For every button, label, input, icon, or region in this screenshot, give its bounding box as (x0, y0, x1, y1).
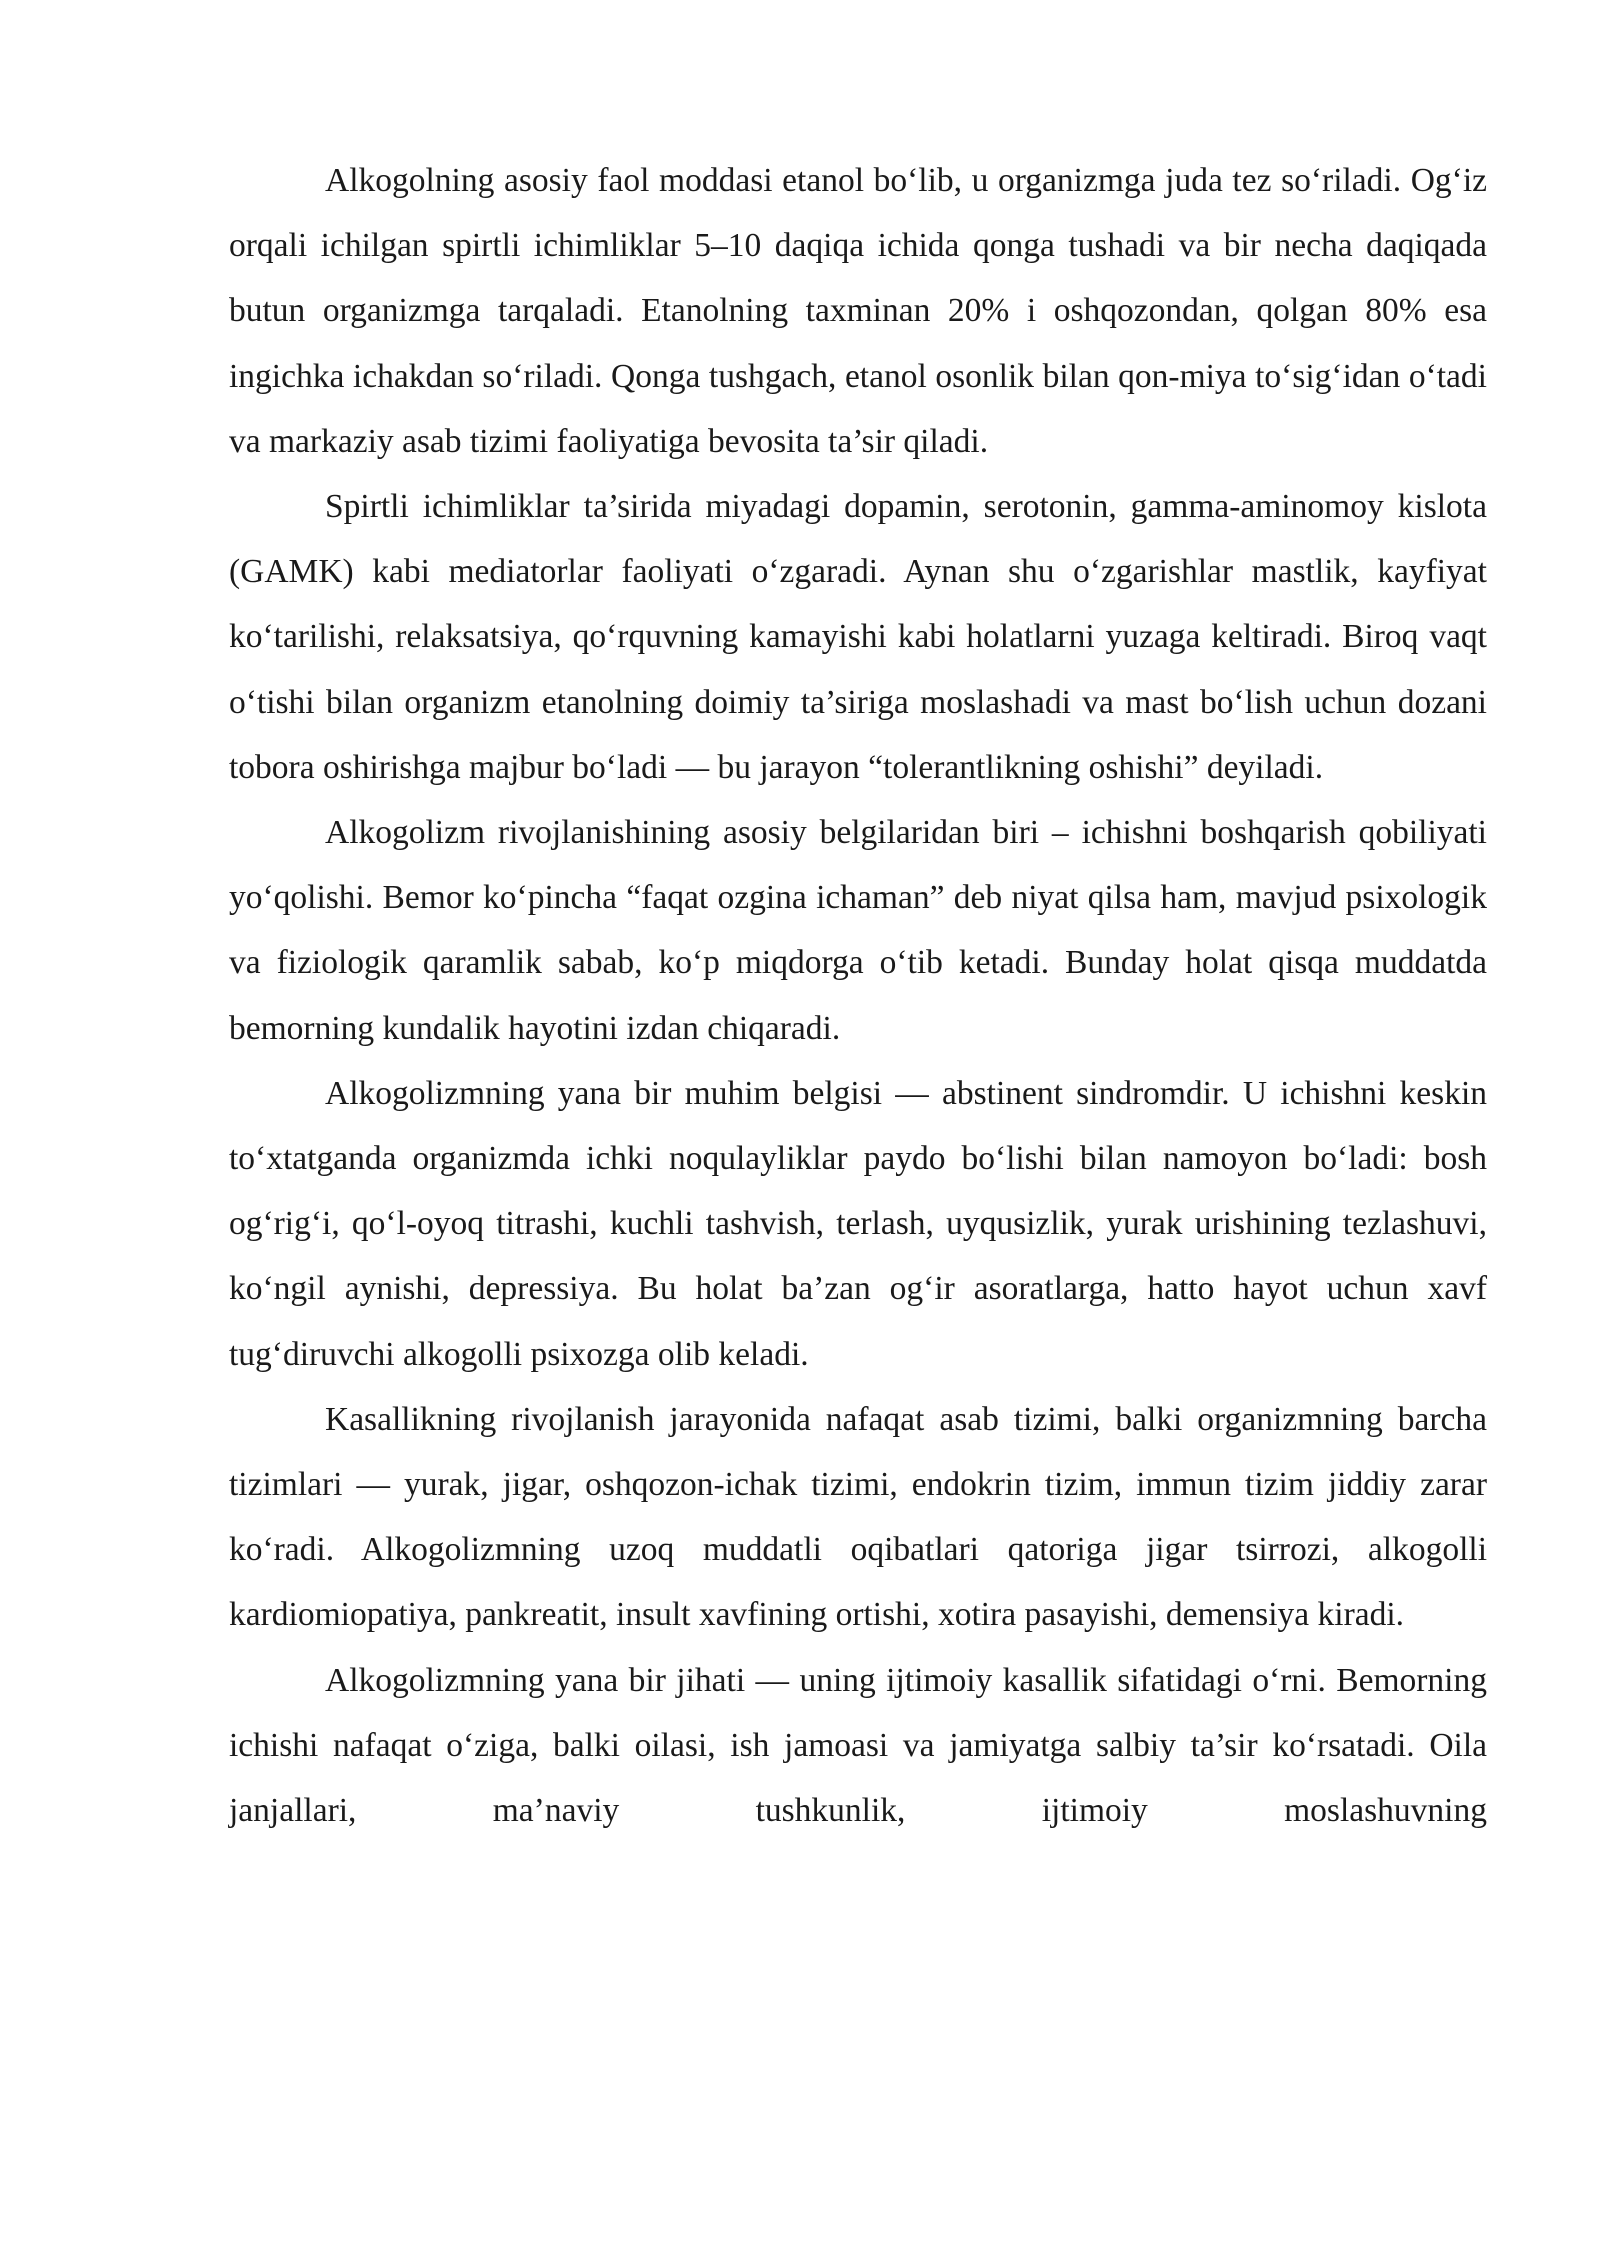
paragraph-6: Alkogolizmning yana bir jihati — uning ijtimoiy kasallik sifatidagi o‘rni. Bemorning ichishi nafaqat o‘ziga, balki oilasi, ish jamoasi va jamiyatga salbiy ta’sir ko‘rsatadi. Oila janjallari, ma’naviy tushkunlik, ijtimoiy moslashuvning (229, 1661, 1487, 1830)
document-body (229, 148, 1487, 1843)
paragraph-2: Spirtli ichimliklar ta’sirida miyadagi dopamin, serotonin, gamma-aminomoy kislota (GAMK) kabi mediatorlar faoliyati o‘zgaradi. Aynan shu o‘zgarishlar mastlik, kayfiyat ko‘tarilishi, relaksatsiya, qo‘rquvning kamayishi kabi holatlarni yuzaga keltiradi. Biroq vaqt o‘tishi bilan organizm etanolning doimiy ta’siriga moslashadi va mast bo‘lish uchun dozani tobora oshirishga majbur bo‘ladi — bu jarayon “tolerantlikning oshishi” deyiladi. (229, 488, 1487, 786)
paragraph-5: Kasallikning rivojlanish jarayonida nafaqat asab tizimi, balki organizmning barcha tizimlari — yurak, jigar, oshqozon-ichak tizimi, endokrin tizim, immun tizim jiddiy zarar ko‘radi. Alkogolizmning uzoq muddatli oqibatlari qatoriga jigar tsirrozi, alkogolli kardiomiopatiya, pankreatit, insult xavfining ortishi, xotira pasayishi, demensiya kiradi. (229, 1400, 1487, 1634)
paragraph-4: Alkogolizmning yana bir muhim belgisi — abstinent sindromdir. U ichishni keskin to‘xtatganda organizmda ichki noqulayliklar paydo bo‘lishi bilan namoyon bo‘ladi: bosh og‘rig‘i, qo‘l-oyoq titrashi, kuchli tashvish, terlash, uyqusizlik, yurak urishining tezlashuvi, ko‘ngil aynishi, depressiya. Bu holat ba’zan og‘ir asoratlarga, hatto hayot uchun xavf tug‘diruvchi alkogolli psixozga olib keladi. (229, 1074, 1487, 1373)
paragraph-3: Alkogolizm rivojlanishining asosiy belgilaridan biri – ichishni boshqarish qobiliyati yo‘qolishi. Bemor ko‘pincha “faqat ozgina ichaman” deb niyat qilsa ham, mavjud psixologik va fiziologik qaramlik sabab, ko‘p miqdorga o‘tib ketadi. Bunday holat qisqa muddatda bemorning kundalik hayotini izdan chiqaradi. (229, 814, 1487, 1047)
paragraph-1: Alkogolning asosiy faol moddasi etanol bo‘lib, u organizmga juda tez so‘riladi. Og‘iz orqali ichilgan spirtli ichimliklar 5–10 daqiqa ichida qonga tushadi va bir necha daqiqada butun organizmga tarqaladi. Etanolning taxminan 20% i oshqozondan, qolgan 80% esa ingichka ichakdan so‘riladi. Qonga tushgach, etanol osonlik bilan qon-miya to‘sig‘idan o‘tadi va markaziy asab tizimi faoliyatiga bevosita ta’sir qiladi. (229, 162, 1487, 460)
